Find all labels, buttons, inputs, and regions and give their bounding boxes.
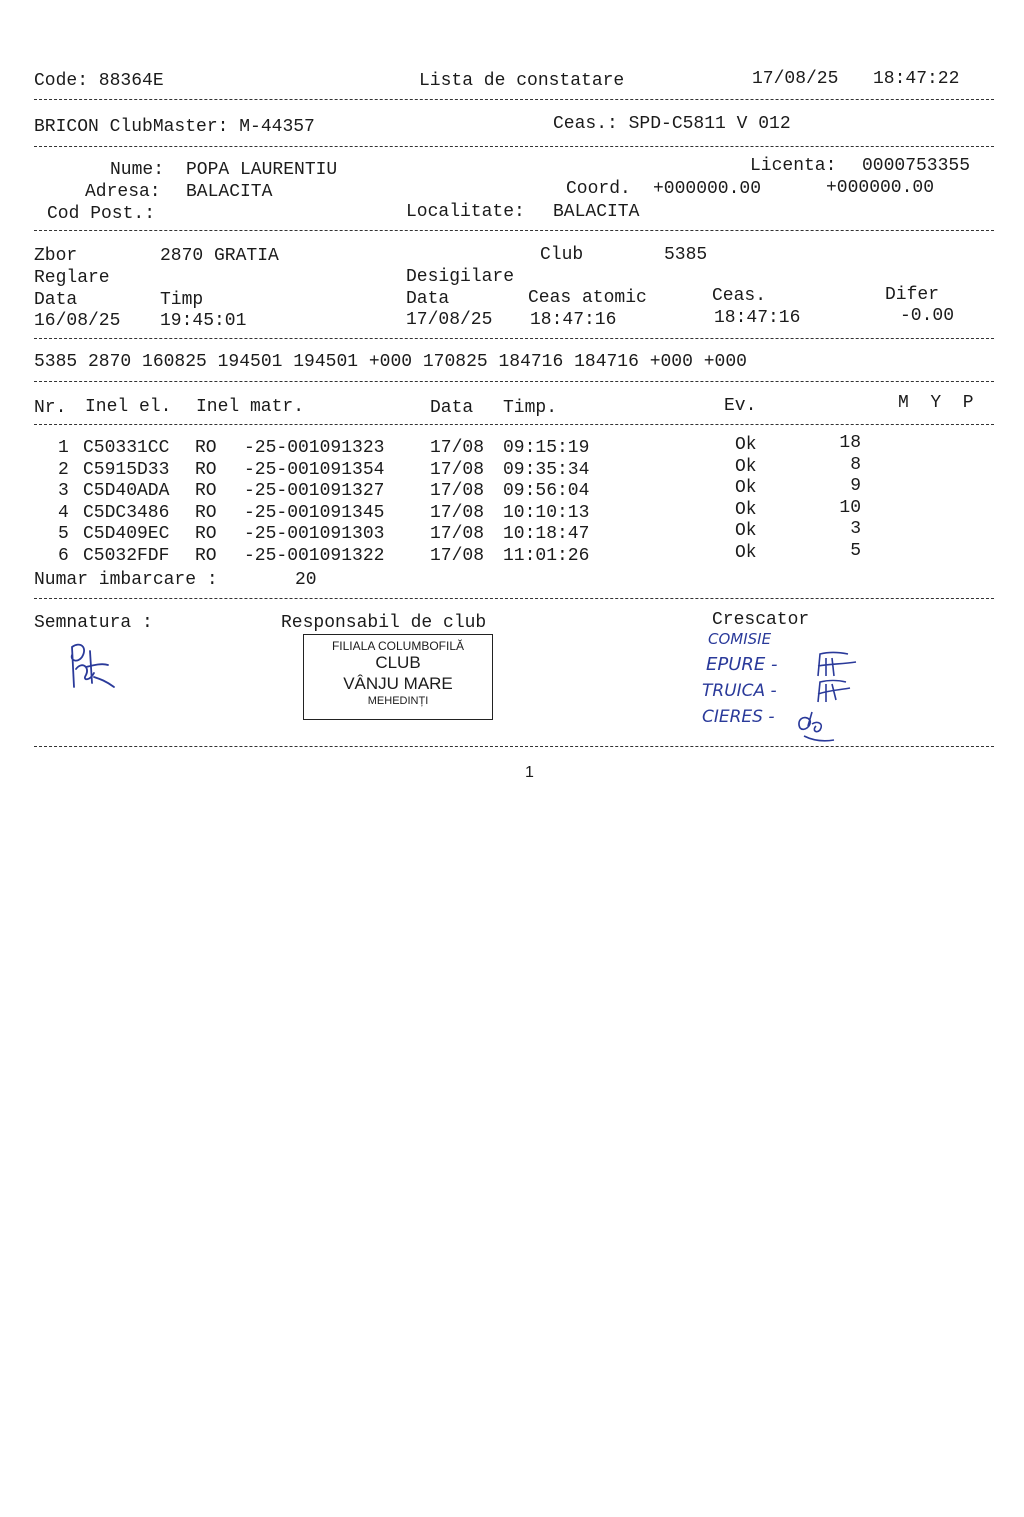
desigilare-date: 17/08/25 [406, 310, 493, 330]
row-event: Ok [735, 521, 757, 542]
clock-id: Ceas.: SPD-C5811 V 012 [553, 114, 791, 134]
row-mark: 18 [839, 433, 861, 453]
hw-cieres: CIERES - [702, 707, 775, 727]
club-responsible-label: Responsabil de club [281, 613, 487, 633]
row-country: RO [195, 481, 217, 502]
col-inel-matr: Inel matr. [196, 397, 305, 417]
row-time: 11:01:26 [503, 546, 590, 566]
row-time: 09:15:19 [503, 438, 590, 458]
signature-label: Semnatura : [34, 613, 153, 633]
row-event: Ok [735, 499, 757, 520]
zbor-label: Zbor [34, 246, 78, 266]
row-date: 17/08 [430, 438, 485, 458]
col-data: Data [430, 398, 474, 418]
col-ev: Ev. [724, 396, 757, 416]
row-ring-number: -25-001091345 [244, 502, 385, 523]
row-time: 09:35:34 [503, 459, 590, 480]
page-number: 1 [525, 764, 534, 781]
separator [34, 230, 994, 231]
data-label: Data [34, 290, 78, 310]
reglare-label: Reglare [34, 268, 110, 288]
col-inel-el: Inel el. [85, 397, 172, 417]
signature-scribble [60, 635, 120, 693]
separator [34, 99, 994, 100]
row-date: 17/08 [430, 502, 485, 523]
stamp-line-2: CLUB [375, 653, 421, 672]
row-electronic-ring: C5032FDF [83, 546, 170, 566]
club-stamp [303, 634, 493, 720]
row-electronic-ring: C5D409EC [83, 524, 170, 545]
row-country: RO [195, 438, 217, 458]
difer-value: -0.00 [900, 306, 955, 326]
clubmaster-id: BRICON ClubMaster: M-44357 [34, 117, 315, 137]
hw-epure: EPURE - [706, 654, 778, 675]
stamp-line-1: FILIALA COLUMBOFILĂ [331, 639, 465, 653]
row-electronic-ring: C5915D33 [83, 459, 170, 480]
row-electronic-ring: C5DC3486 [83, 502, 170, 523]
timp-label: Timp [160, 290, 204, 310]
code-line: 5385 2870 160825 194501 194501 +000 170825 184716 184716 +000 +000 [34, 352, 747, 372]
separator [34, 746, 994, 747]
row-nr: 3 [58, 481, 69, 502]
row-ring-number: -25-001091303 [244, 524, 385, 545]
row-nr: 5 [58, 524, 69, 545]
row-event: Ok [735, 543, 757, 563]
hw-comisie: COMISIE [708, 630, 772, 648]
row-country: RO [195, 502, 217, 523]
row-nr: 2 [58, 459, 69, 480]
reglare-date: 16/08/25 [34, 311, 121, 331]
address-label: Adresa: [85, 182, 161, 202]
separator [34, 338, 994, 339]
row-event: Ok [735, 456, 757, 477]
ceas-atomic-label: Ceas atomic [528, 288, 647, 308]
row-mark: 3 [850, 519, 861, 540]
row-time: 10:18:47 [503, 524, 590, 545]
row-mark: 8 [850, 454, 861, 475]
owner-address: BALACITA [186, 182, 273, 202]
row-time: 09:56:04 [503, 481, 590, 502]
row-nr: 6 [58, 546, 69, 566]
row-country: RO [195, 459, 217, 480]
row-mark: 5 [850, 541, 861, 561]
ceas-label: Ceas. [712, 286, 767, 306]
row-ring-number: -25-001091327 [244, 481, 385, 502]
row-date: 17/08 [430, 481, 485, 502]
imbarcare-label: Numar imbarcare : [34, 570, 218, 590]
row-date: 17/08 [430, 546, 485, 566]
reglare-time: 19:45:01 [160, 311, 247, 331]
separator [34, 381, 994, 382]
row-electronic-ring: C50331CC [83, 438, 170, 458]
license-number: 0000753355 [862, 156, 971, 176]
row-country: RO [195, 546, 217, 566]
clock-time: 18:47:16 [714, 308, 801, 328]
club-label: Club [540, 245, 584, 265]
row-event: Ok [735, 478, 757, 499]
row-event: Ok [735, 435, 757, 455]
name-label: Nume: [110, 160, 165, 180]
row-electronic-ring: C5D40ADA [83, 481, 170, 502]
document-code: Code: 88364E [34, 71, 164, 91]
col-myp: M Y P [898, 393, 974, 413]
separator [34, 146, 994, 147]
locality: BALACITA [553, 202, 640, 222]
coord-x: +000000.00 [653, 179, 762, 199]
zbor-value: 2870 GRATIA [160, 246, 279, 266]
col-nr: Nr. [34, 398, 67, 418]
license-label: Licenta: [750, 156, 837, 176]
imbarcare-value: 20 [295, 570, 317, 590]
stamp-line-3: VÂNJU MARE [343, 674, 453, 693]
club-value: 5385 [664, 245, 708, 265]
row-nr: 4 [58, 502, 69, 523]
stamp-line-4: MEHEDINȚI [367, 695, 429, 707]
coord-y: +000000.00 [826, 178, 935, 198]
locality-label: Localitate: [406, 202, 525, 222]
owner-name: POPA LAURENTIU [186, 160, 338, 180]
breeder-label: Crescator [712, 610, 810, 630]
print-date: 17/08/25 [752, 69, 839, 89]
row-ring-number: -25-001091322 [244, 546, 385, 566]
atomic-time: 18:47:16 [530, 310, 617, 330]
print-time: 18:47:22 [873, 69, 960, 89]
row-mark: 9 [850, 476, 861, 497]
separator [34, 424, 994, 425]
desigilare-label: Desigilare [406, 267, 515, 287]
separator [34, 598, 994, 599]
col-timp: Timp. [503, 398, 558, 418]
row-date: 17/08 [430, 524, 485, 545]
row-time: 10:10:13 [503, 502, 590, 523]
data-label-2: Data [406, 289, 450, 309]
row-ring-number: -25-001091354 [244, 459, 385, 480]
document-title: Lista de constatare [419, 71, 625, 91]
difer-label: Difer [885, 285, 940, 305]
row-ring-number: -25-001091323 [244, 438, 385, 458]
row-country: RO [195, 524, 217, 545]
postcode-label: Cod Post.: [47, 204, 156, 224]
row-date: 17/08 [430, 459, 485, 480]
commission-handwriting [700, 624, 870, 752]
coord-label: Coord. [566, 179, 631, 199]
hw-truica: TRUICA - [702, 681, 777, 701]
row-nr: 1 [58, 438, 69, 458]
row-mark: 10 [839, 497, 861, 518]
